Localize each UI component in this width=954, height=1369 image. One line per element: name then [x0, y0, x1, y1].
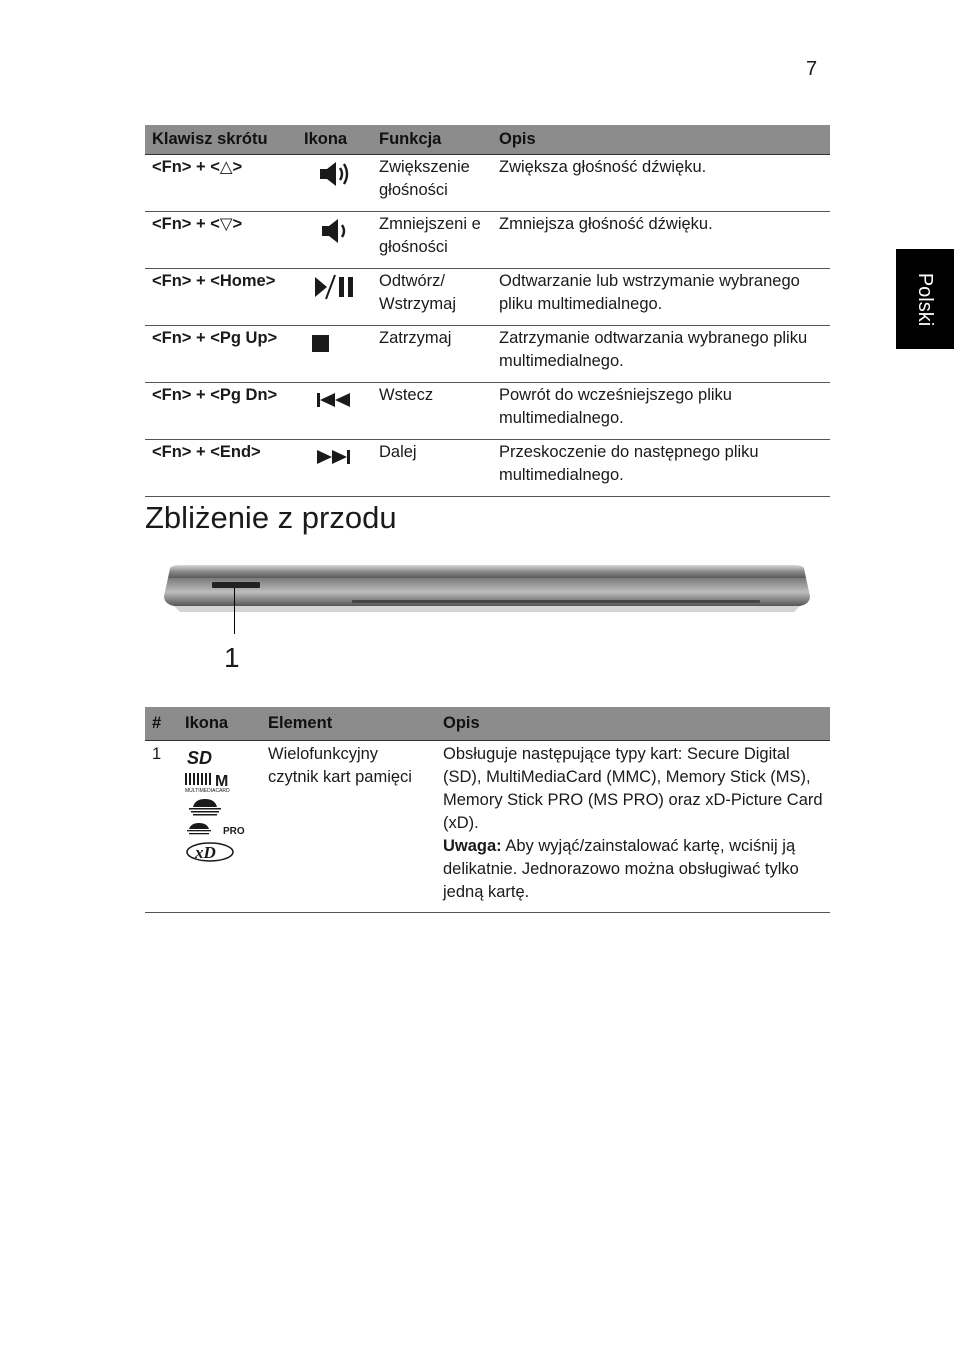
- header-function: Funkcja: [372, 125, 492, 155]
- section-title: Zbliżenie z przodu: [145, 500, 397, 535]
- header-icon: Ikona: [297, 125, 372, 155]
- xd-picture-card-icon: [185, 841, 235, 863]
- shortcut-function: Dalej: [372, 440, 492, 497]
- volume-up-icon: [317, 159, 353, 189]
- shortcut-key: <Fn> + <End>: [145, 440, 297, 497]
- sd-card-icon: [185, 747, 225, 767]
- shortcut-key: <Fn> + <Pg Dn>: [145, 383, 297, 440]
- table-row: [145, 212, 830, 269]
- shortcut-description: Odtwarzanie lub wstrzymanie wybranego pliku multimedialnego.: [492, 269, 830, 326]
- shortcut-table-header: [145, 125, 830, 155]
- shortcut-description: Zatrzymanie odtwarzania wybranego pliku multimedialnego.: [492, 326, 830, 383]
- component-element: Wielofunkcyjny czytnik kart pamięci: [261, 741, 436, 913]
- shortcut-key: <Fn> + <▽>: [145, 212, 297, 269]
- stop-icon: [309, 330, 333, 354]
- header-description: Opis: [492, 125, 830, 155]
- table-row: [145, 440, 830, 497]
- table-row: [145, 326, 830, 383]
- component-table: [145, 707, 830, 913]
- shortcut-function: Wstecz: [372, 383, 492, 440]
- table-row: [145, 155, 830, 212]
- page-number: 7: [806, 58, 818, 80]
- header-number: #: [145, 707, 178, 741]
- header-shortcut-key: Klawisz skrótu: [145, 125, 297, 155]
- shortcut-table: [145, 125, 830, 497]
- next-track-icon: [315, 444, 355, 468]
- component-note: [443, 835, 823, 904]
- play-pause-icon: [313, 273, 357, 301]
- table-row: [145, 741, 830, 913]
- laptop-front-view: [160, 562, 814, 620]
- shortcut-description: Przeskoczenie do następnego pliku multimedialnego.: [492, 440, 830, 497]
- card-logos: [185, 743, 254, 863]
- language-tab-label: Polski: [914, 272, 937, 326]
- shortcut-key: <Fn> + <Pg Up>: [145, 326, 297, 383]
- memory-stick-icon: [185, 797, 225, 817]
- volume-down-icon: [317, 216, 353, 246]
- shortcut-key: <Fn> + <△>: [145, 155, 297, 212]
- table-row: [145, 383, 830, 440]
- shortcut-description: Zwiększa głośność dźwięku.: [492, 155, 830, 212]
- callout-number: 1: [224, 642, 240, 673]
- language-tab: [896, 249, 954, 349]
- shortcut-function: Zatrzymaj: [372, 326, 492, 383]
- shortcut-description: Powrót do wcześniejszego pliku multimedialnego.: [492, 383, 830, 440]
- xd-logo-text: xD: [195, 843, 216, 862]
- shortcut-function: Zmniejszeni e głośności: [372, 212, 492, 269]
- component-number: 1: [145, 741, 178, 913]
- sd-logo-text: SD: [187, 748, 213, 767]
- ms-pro-logo-text: PRO: [223, 826, 245, 837]
- memory-stick-pro-icon: [185, 821, 247, 837]
- header-icon: Ikona: [178, 707, 261, 741]
- component-table-header: [145, 707, 830, 741]
- shortcut-function: Odtwórz/ Wstrzymaj: [372, 269, 492, 326]
- table-row: [145, 269, 830, 326]
- multimediacard-icon: [185, 771, 239, 793]
- mmc-logo-text: M: [215, 773, 229, 790]
- mmc-logo-subtext: MULTIMEDIACARD: [185, 788, 230, 793]
- shortcut-description: Zmniejsza głośność dźwięku.: [492, 212, 830, 269]
- shortcut-function: Zwiększenie głośności: [372, 155, 492, 212]
- callout-line: [234, 588, 235, 634]
- note-text: Aby wyjąć/zainstalować kartę, wciśnij ją delikatnie. Jednorazowo można obsługiwać tylko jedną kartę.: [443, 837, 799, 901]
- header-element: Element: [261, 707, 436, 741]
- header-description: Opis: [436, 707, 830, 741]
- shortcut-key: <Fn> + <Home>: [145, 269, 297, 326]
- note-label: Uwaga:: [443, 837, 502, 855]
- component-description: Obsługuje następujące typy kart: Secure Digital (SD), MultiMediaCard (MMC), Memory Stick (MS), Memory Stick PRO (MS PRO) oraz xD-Picture Card (xD).: [443, 745, 823, 832]
- previous-track-icon: [315, 387, 355, 411]
